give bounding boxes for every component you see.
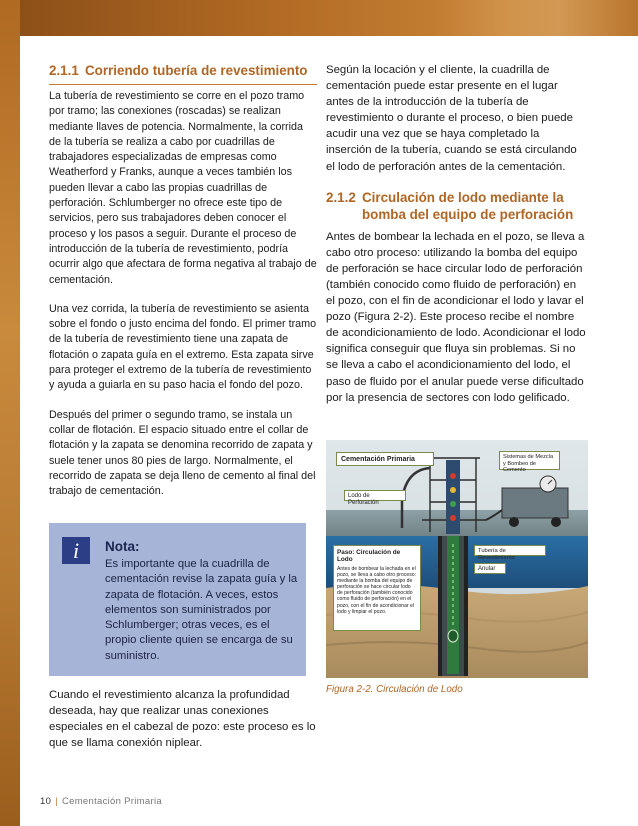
section-heading-2-1-2	[326, 189, 588, 223]
step-callout	[333, 545, 421, 631]
page-footer	[40, 796, 162, 807]
note-text: Es importante que la cuadrilla de cementación revise la zapata guía y la zapata de flotación. A veces, estos elementos son suministrados por Schlumberger; otras veces, es el propio cliente quien se encarga de su suministro.	[105, 558, 298, 662]
label-annular: Anular	[474, 563, 506, 574]
footer-chapter: Cementación Primaria	[61, 796, 162, 807]
info-icon: i	[62, 537, 90, 564]
step-title: Paso: Circulación de Lodo	[337, 549, 401, 563]
paragraph-casing-seated: Una vez corrida, la tubería de revestimiento se asienta sobre el fondo o justo encima del fondo. El primer tramo de la tubería de revestimiento tiene una zapata de flotación o zapata guía en el extremo. Esta zapata sirve para proteger el extremo de la tubería de revestimiento y ayuda a guiarla en su paso hacia el fondo del pozo.	[49, 302, 317, 392]
paragraph-running-casing: La tubería de revestimiento se corre en el pozo tramo por tramo; las conexiones (roscadas) se realizan mediante llaves de potencia. Normalmente, la corrida de la tubería se realiza a cabo por cuadrillas de trabajadores especializadas de empresas como Weatherford y Franks, aunque a veces también los pueden llevar a cabo las propias cuadrillas de perforación. Schlumberger no ofrece este tipo de servicios, pero sus trabajadores deben conocer el proceso y los pasos a seguir. Durante el proceso de introducción de la tubería de revestimiento, podría ocurrir algo que afectara de forma negativa al trabajo de cementación.	[49, 90, 317, 286]
section-heading-2-1-1	[49, 62, 317, 85]
footer-separator: |	[55, 796, 58, 807]
step-text: Antes de bombear la lechada en el pozo, se lleva a cabo otro proceso: mediante la bomba del equipo de perforación se hace circular lodo de perforación (también conocido como fluido de perforación) en el pozo, con el fin de acondicionar el lodo y limpiar el pozo.	[337, 566, 417, 615]
page-number: 10	[40, 796, 52, 807]
paragraph-nipple-up: Cuando el revestimiento alcanza la profundidad deseada, hay que realizar unas conexiones especiales en el cabezal de pozo: este proceso es lo que se llama conexión niplear.	[49, 689, 316, 750]
section-number: 2.1.2	[326, 189, 356, 205]
right-column	[326, 62, 588, 406]
label-primary-cementing: Cementación Primaria	[336, 452, 434, 466]
figure-caption: Figura 2-2. Circulación de Lodo	[326, 684, 463, 695]
section-number: 2.1.1	[49, 63, 79, 78]
label-drilling-mud: Lodo de Perforación	[344, 490, 406, 501]
section-title: Circulación de lodo mediante la bomba del equipo de perforación	[362, 189, 574, 222]
left-column	[49, 62, 317, 499]
paragraph-crew-presence: Según la locación y el cliente, la cuadrilla de cementación puede estar presente en el lugar antes de la introducción de la tubería de revestimiento o durante el proceso, o bien puede acudir una vez que se haya completado la inserción de la tubería, cuando se está circulando el lodo de perforación antes de la cementación.	[326, 64, 577, 173]
paragraph-float-collar: Después del primer o segundo tramo, se instala un collar de flotación. El espacio situado entre el collar de flotación y la zapata se denomina recorrido de zapata y suele tener unos 80 pies de largo. Normalmente, el recorrido de zapata se deja lleno de cemento al final del trabajo de cementación.	[49, 408, 316, 498]
label-casing: Tubería de Revestimiento	[474, 545, 546, 556]
wellhead-stack	[446, 460, 460, 534]
left-decorative-strip	[0, 0, 20, 826]
section-title: Corriendo tubería de revestimiento	[85, 63, 308, 78]
left-bottom-column	[49, 687, 317, 751]
note-title: Nota:	[105, 539, 140, 554]
note-box	[49, 523, 306, 676]
top-decorative-band	[0, 0, 638, 36]
paragraph-mud-circulation: Antes de bombear la lechada en el pozo, se lleva a cabo otro proceso: utilizando la bomba del equipo de perforación se hace circular lodo de perforación (también conocido como fluido de perforación) en el pozo, con el fin de acondicionar el lodo y lavar el pozo (Figura 2-2). Este proceso recibe el nombre de acondicionamiento de lodo. Acondicionar el lodo significa conseguir que fluya sin problemas. Si no se lleva a cabo el acondicionamiento del lodo, el paso de fluido por el anular puede verse dificultado por la presencia de sectores con lodo gelificado.	[326, 230, 586, 404]
label-mixing-system: Sistemas de Mezcla y Bombeo de Cemento	[499, 451, 560, 470]
